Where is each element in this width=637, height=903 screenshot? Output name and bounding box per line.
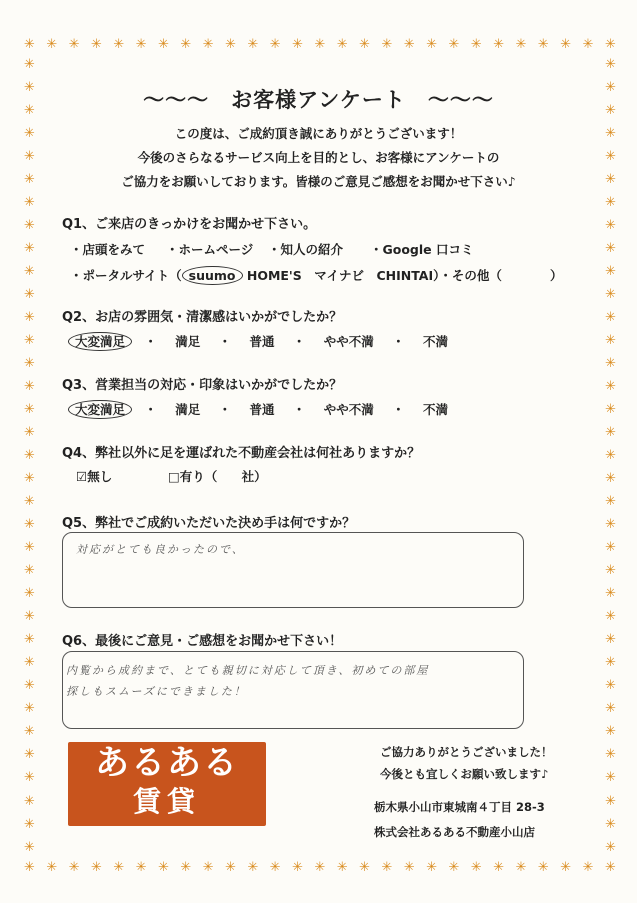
border-ornament-icon: ✳	[605, 310, 616, 326]
border-ornament-icon: ✳	[605, 655, 616, 671]
border-ornament-icon: ✳	[605, 172, 616, 188]
border-ornament-icon: ✳	[537, 37, 549, 52]
border-ornament-icon: ✳	[202, 37, 214, 52]
q2-opt-normal[interactable]: 普通	[249, 334, 275, 349]
closing-line-1: ご協力ありがとうございました！	[380, 745, 553, 759]
border-ornament-icon: ✳	[582, 37, 594, 52]
border-ornament-icon: ✳	[113, 37, 125, 52]
border-ornament-icon: ✳	[269, 37, 281, 52]
border-ornament-icon: ✳	[24, 586, 35, 602]
q2-options[interactable]	[68, 332, 448, 350]
border-ornament-icon: ✳	[113, 860, 125, 875]
border-ornament-icon: ✳	[24, 540, 35, 556]
border-ornament-icon: ✳	[605, 839, 616, 855]
border-ornament-icon: ✳	[605, 379, 616, 395]
border-ornament-icon: ✳	[403, 37, 415, 52]
border-ornament-icon: ✳	[515, 37, 527, 52]
border-ornament-icon: ✳	[247, 37, 259, 52]
border-ornament-icon: ✳	[403, 860, 415, 875]
border-ornament-icon: ✳	[24, 402, 35, 418]
q1-portal-rest: HOME'S マイナビ CHINTAI）・その他（	[246, 268, 502, 283]
border-ornament-icon: ✳	[604, 860, 616, 875]
border-ornament-icon: ✳	[225, 37, 236, 52]
border-ornament-icon: ✳	[605, 632, 616, 648]
q4-opt-none[interactable]	[76, 467, 112, 485]
q2-sep: ・	[292, 334, 306, 349]
q2-sep: ・	[218, 334, 232, 349]
border-ornament-icon: ✳	[426, 860, 438, 875]
q3-opt-somewhat-dissatisfied[interactable]: やや不満	[323, 402, 374, 417]
company-name: 株式会社あるある不動産小山店	[374, 825, 535, 839]
q3-sep: ・	[392, 402, 405, 417]
border-ornament-icon: ✳	[537, 860, 549, 875]
border-ornament-icon: ✳	[605, 80, 616, 96]
border-ornament-icon: ✳	[24, 655, 35, 671]
border-ornament-icon: ✳	[180, 37, 192, 52]
q2-selected-option[interactable]: 大変満足	[68, 332, 132, 351]
q5-question: Q5、弊社でご成約いただいた決め手は何ですか？	[62, 516, 356, 531]
border-ornament-icon: ✳	[605, 747, 616, 763]
border-ornament-icon: ✳	[605, 816, 616, 832]
q4-opt-some-prefix: □有り（	[168, 469, 218, 484]
border-ornament-icon: ✳	[605, 333, 616, 349]
border-ornament-icon: ✳	[24, 724, 35, 740]
border-ornament-icon: ✳	[68, 860, 80, 875]
border-ornament-icon: ✳	[24, 103, 35, 119]
border-ornament-icon: ✳	[605, 218, 616, 234]
q1-portal-selected: suumo	[182, 266, 243, 285]
border-ornament-icon: ✳	[292, 860, 304, 875]
border-ornament-icon: ✳	[202, 860, 214, 875]
border-ornament-icon: ✳	[24, 517, 35, 533]
q3-selected-option[interactable]: 大変満足	[68, 400, 132, 419]
border-ornament-icon: ✳	[605, 103, 616, 119]
border-ornament-icon: ✳	[314, 860, 326, 875]
border-ornament-icon: ✳	[24, 471, 35, 487]
q2-sep: ・	[144, 334, 157, 349]
page-title: 〜〜〜 お客様アンケート 〜〜〜	[143, 88, 494, 112]
border-ornament-icon: ✳	[605, 356, 616, 372]
border-ornament-icon: ✳	[605, 448, 616, 464]
q1-opt-google[interactable]: ・Google 口コミ	[370, 242, 474, 257]
q1-portal-prefix: ・ポータルサイト（	[70, 268, 182, 283]
border-ornament-icon: ✳	[493, 860, 505, 875]
q3-sep: ・	[218, 402, 232, 417]
border-ornament-icon: ✳	[605, 609, 616, 625]
q1-opt-homepage[interactable]: ・ホームページ	[166, 242, 254, 257]
border-ornament-icon: ✳	[605, 425, 616, 441]
q6-question: Q6、最後にご意見・ご感想をお聞かせ下さい！	[62, 634, 343, 649]
q5-answer-text: 対応がとても良かったので、	[76, 543, 245, 556]
border-ornament-icon: ✳	[135, 37, 147, 52]
q1-other-close: ）	[550, 268, 563, 283]
logo-bottom-text: 賃貸	[132, 785, 201, 818]
border-ornament-icon: ✳	[24, 149, 35, 165]
q2-question: Q2、お店の雰囲気・清潔感はいかがでしたか？	[62, 310, 343, 325]
border-ornament-icon: ✳	[24, 379, 35, 395]
border-ornament-icon: ✳	[247, 860, 259, 875]
border-ornament-icon: ✳	[46, 860, 58, 875]
border-ornament-icon: ✳	[91, 37, 102, 52]
border-ornament-icon: ✳	[68, 37, 80, 52]
checkbox-checked-icon[interactable]: ☑	[76, 469, 88, 484]
border-ornament-icon: ✳	[605, 586, 616, 602]
border-ornament-icon: ✳	[605, 793, 616, 809]
border-ornament-icon: ✳	[24, 770, 35, 786]
border-ornament-icon: ✳	[605, 540, 616, 556]
intro-line-2: 今後のさらなるサービス向上を目的とし、お客様にアンケートの	[137, 150, 500, 165]
border-ornament-icon: ✳	[225, 860, 236, 875]
q2-opt-dissatisfied[interactable]: 不満	[423, 334, 449, 349]
border-ornament-icon: ✳	[269, 860, 281, 875]
border-ornament-icon: ✳	[135, 860, 147, 875]
q2-opt-somewhat-dissatisfied[interactable]: やや不満	[323, 334, 374, 349]
border-ornament-icon: ✳	[24, 678, 35, 694]
q4-question: Q4、弊社以外に足を運ばれた不動産会社は何社ありますか？	[62, 446, 421, 461]
intro-line-1: この度は、ご成約頂き誠にありがとうございます！	[174, 126, 463, 141]
border-ornament-icon: ✳	[24, 80, 35, 96]
border-ornament-icon: ✳	[381, 37, 393, 52]
logo-top-text: あるある	[95, 743, 239, 783]
border-ornament-icon: ✳	[24, 747, 35, 763]
border-ornament-icon: ✳	[314, 37, 326, 52]
border-bottom	[24, 861, 616, 874]
q6-answer-line-2: 探しもスムーズにできました！	[66, 685, 247, 698]
company-address: 栃木県小山市東城南４丁目 28-3	[374, 800, 545, 814]
border-ornament-icon: ✳	[605, 678, 616, 694]
border-ornament-icon: ✳	[180, 860, 192, 875]
q3-question: Q3、営業担当の対応・印象はいかがでしたか？	[62, 378, 343, 393]
border-ornament-icon: ✳	[24, 816, 35, 832]
border-ornament-icon: ✳	[24, 310, 35, 326]
q3-sep: ・	[144, 402, 157, 417]
border-ornament-icon: ✳	[605, 126, 616, 142]
border-ornament-icon: ✳	[24, 287, 35, 303]
border-ornament-icon: ✳	[604, 37, 616, 52]
border-ornament-icon: ✳	[292, 37, 304, 52]
border-ornament-icon: ✳	[24, 195, 35, 211]
border-ornament-icon: ✳	[359, 860, 371, 875]
border-ornament-icon: ✳	[605, 701, 616, 717]
border-ornament-icon: ✳	[470, 37, 482, 52]
q1-opt-storefront[interactable]: ・店頭をみて	[70, 242, 146, 257]
border-ornament-icon: ✳	[605, 402, 616, 418]
border-ornament-icon: ✳	[24, 333, 35, 349]
q3-sep: ・	[292, 402, 306, 417]
border-top	[24, 38, 616, 51]
border-ornament-icon: ✳	[24, 57, 35, 72]
border-ornament-icon: ✳	[24, 218, 35, 234]
q4-opt-some-suffix: 社）	[241, 469, 267, 484]
border-ornament-icon: ✳	[24, 264, 35, 280]
q3-opt-satisfied[interactable]: 満足	[175, 402, 201, 417]
q1-opt-referral[interactable]: ・知人の紹介	[268, 242, 344, 257]
border-ornament-icon: ✳	[493, 37, 505, 52]
border-ornament-icon: ✳	[359, 37, 371, 52]
company-logo	[68, 742, 266, 826]
border-ornament-icon: ✳	[605, 770, 616, 786]
border-ornament-icon: ✳	[605, 149, 616, 165]
border-ornament-icon: ✳	[605, 264, 616, 280]
q2-sep: ・	[392, 334, 405, 349]
border-ornament-icon: ✳	[605, 241, 616, 257]
border-ornament-icon: ✳	[24, 839, 35, 855]
border-ornament-icon: ✳	[24, 609, 35, 625]
border-ornament-icon: ✳	[24, 126, 35, 142]
border-ornament-icon: ✳	[560, 37, 572, 52]
border-ornament-icon: ✳	[448, 37, 460, 52]
border-ornament-icon: ✳	[336, 37, 348, 52]
q3-opt-normal[interactable]: 普通	[249, 402, 275, 417]
border-ornament-icon: ✳	[24, 563, 35, 579]
border-ornament-icon: ✳	[560, 860, 572, 875]
border-ornament-icon: ✳	[470, 860, 482, 875]
border-ornament-icon: ✳	[448, 860, 460, 875]
intro-line-3: ご協力をお願いしております。皆様のご意見ご感想をお聞かせ下さい♪	[121, 174, 516, 189]
border-ornament-icon: ✳	[24, 448, 35, 464]
q2-opt-satisfied[interactable]: 満足	[175, 334, 201, 349]
border-ornament-icon: ✳	[24, 793, 35, 809]
border-ornament-icon: ✳	[24, 425, 35, 441]
border-ornament-icon: ✳	[605, 471, 616, 487]
border-ornament-icon: ✳	[158, 37, 169, 52]
border-ornament-icon: ✳	[605, 724, 616, 740]
border-ornament-icon: ✳	[158, 860, 169, 875]
border-ornament-icon: ✳	[515, 860, 527, 875]
border-ornament-icon: ✳	[24, 632, 35, 648]
q1-question: Q1、ご来店のきっかけをお聞かせ下さい。	[62, 217, 317, 232]
border-ornament-icon: ✳	[605, 287, 616, 303]
border-ornament-icon: ✳	[605, 563, 616, 579]
q4-opt-none-label: 無し	[87, 469, 113, 484]
q1-opt-portal[interactable]	[70, 266, 502, 284]
border-ornament-icon: ✳	[605, 195, 616, 211]
q4-opt-some[interactable]	[168, 467, 267, 485]
border-ornament-icon: ✳	[24, 241, 35, 257]
border-ornament-icon: ✳	[24, 494, 35, 510]
border-ornament-icon: ✳	[24, 860, 35, 875]
border-ornament-icon: ✳	[91, 860, 102, 875]
border-ornament-icon: ✳	[605, 517, 616, 533]
q3-opt-dissatisfied[interactable]: 不満	[423, 402, 449, 417]
q6-answer-line-1: 内覧から成約まで、とても親切に対応して頂き、初めての部屋	[66, 664, 430, 677]
border-ornament-icon: ✳	[24, 37, 35, 52]
q3-options[interactable]	[68, 400, 448, 418]
border-ornament-icon: ✳	[605, 57, 616, 72]
border-ornament-icon: ✳	[24, 701, 35, 717]
border-ornament-icon: ✳	[46, 37, 58, 52]
closing-line-2: 今後とも宜しくお願い致します♪	[380, 767, 549, 781]
border-ornament-icon: ✳	[582, 860, 594, 875]
border-ornament-icon: ✳	[605, 494, 616, 510]
border-ornament-icon: ✳	[336, 860, 348, 875]
border-ornament-icon: ✳	[381, 860, 393, 875]
border-ornament-icon: ✳	[24, 172, 35, 188]
border-ornament-icon: ✳	[426, 37, 438, 52]
border-ornament-icon: ✳	[24, 356, 35, 372]
